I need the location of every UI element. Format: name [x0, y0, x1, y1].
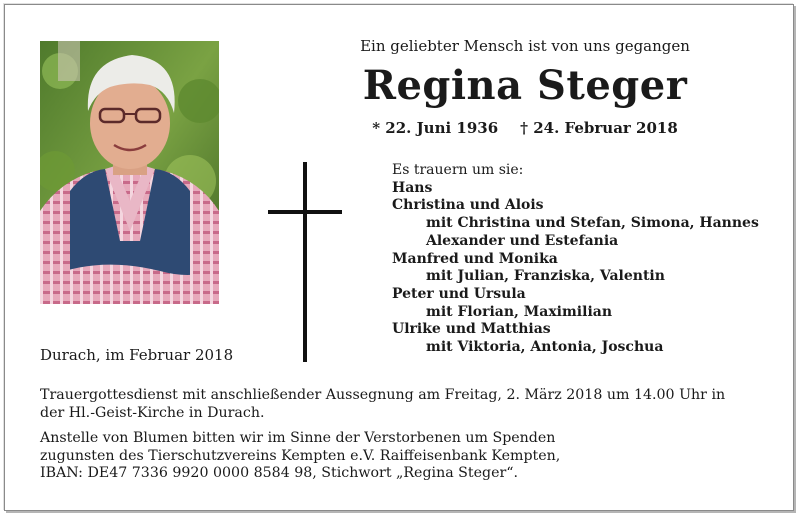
mourner-subline: mit Viktoria, Antonia, Joschua: [426, 339, 664, 356]
service-line: Trauergottesdienst mit anschließender Aussegnung am Freitag, 2. März 2018 um 14.00 Uhr in: [40, 387, 726, 403]
mourner-line: Hans: [392, 179, 433, 196]
mourners-list: [392, 162, 759, 357]
birth-date: * 22. Juni 1936: [372, 119, 499, 137]
mourner-subline: Alexander und Estefania: [426, 232, 619, 249]
mourner-line: Peter und Ursula: [392, 285, 526, 302]
donation-line: Anstelle von Blumen bitten wir im Sinne der Verstorbenen um Spenden: [40, 430, 556, 446]
death-date: † 24. Februar 2018: [520, 119, 678, 137]
donation-info: [40, 430, 770, 483]
cross-icon: [268, 162, 342, 362]
funeral-service-info: [40, 386, 770, 422]
deceased-name: Regina Steger: [362, 62, 688, 109]
mourner-subline: mit Christina und Stefan, Simona, Hannes: [426, 215, 759, 232]
place-date: Durach, im Februar 2018: [40, 346, 234, 364]
life-dates: [290, 119, 760, 137]
donation-line: zugunsten des Tierschutzvereins Kempten e.V. Raiffeisenbank Kempten,: [40, 447, 561, 464]
mourner-line: Manfred und Monika: [392, 250, 558, 267]
mourners-intro: Es trauern um sie:: [392, 162, 524, 178]
mourner-subline: mit Julian, Franziska, Valentin: [426, 268, 665, 285]
mourner-subline: mit Florian, Maximilian: [426, 303, 613, 320]
mourner-line: Christina und Alois: [392, 197, 544, 214]
service-line: der Hl.-Geist-Kirche in Durach.: [40, 405, 265, 421]
mourner-line: Ulrike und Matthias: [392, 321, 551, 338]
donation-line: IBAN: DE47 7336 9920 0000 8584 98, Stichwort „Regina Steger“.: [40, 465, 519, 481]
portrait-photo: [40, 41, 219, 304]
notice-subtitle: Ein geliebter Mensch ist von uns gegangen: [360, 37, 690, 55]
